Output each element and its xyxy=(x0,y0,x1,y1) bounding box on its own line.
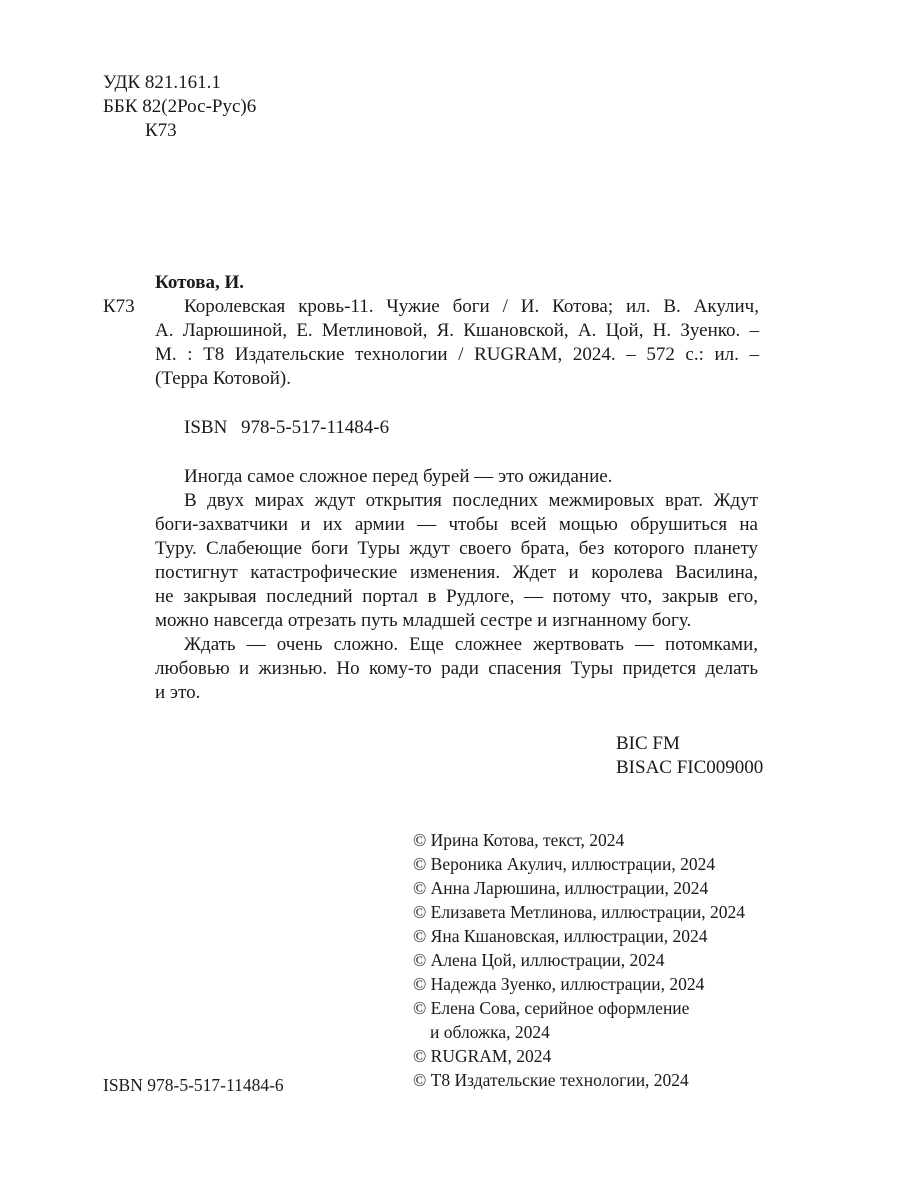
copyright-line: © Елена Сова, серийное оформление xyxy=(413,998,690,1018)
annotation xyxy=(155,465,758,705)
copyright-line: © Ирина Котова, текст, 2024 xyxy=(413,830,625,850)
isbn-footer: ISBN 978-5-517-11484-6 xyxy=(103,1075,284,1095)
annotation-line: Туру. Слабеющие боги Туры ждут своего брата, без которого планету xyxy=(155,538,758,559)
copyright-line: © Вероника Акулич, иллюстрации, 2024 xyxy=(413,854,716,874)
bib-line: А. Ларюшиной, Е. Метлиновой, Я. Кшановской, А. Цой, Н. Зуенко. – xyxy=(155,320,759,341)
annotation-line: боги-захватчики и их армии — чтобы всей мощью обрушиться на xyxy=(155,514,758,535)
isbn-label: ISBN xyxy=(184,417,228,438)
annotation-line: Иногда самое сложное перед бурей — это ожидание. xyxy=(184,466,613,487)
annotation-line: не закрывая последний портал в Рудлоге, — потому что, закрыв его, xyxy=(155,586,758,607)
bic-code: BIC FM xyxy=(616,733,680,754)
copyright-line: © Яна Кшановская, иллюстрации, 2024 xyxy=(413,926,708,946)
bib-line: (Терра Котовой). xyxy=(155,368,291,389)
copyright-line: © Т8 Издательские технологии, 2024 xyxy=(413,1070,689,1090)
copyright-line: © Елизавета Метлинова, иллюстрации, 2024 xyxy=(413,902,746,922)
copyright-line: и обложка, 2024 xyxy=(430,1022,550,1042)
author-heading: Котова, И. xyxy=(155,272,244,293)
copyright-line: © RUGRAM, 2024 xyxy=(413,1046,552,1066)
copyright-line: © Анна Ларюшина, иллюстрации, 2024 xyxy=(413,878,709,898)
isbn-value: 978-5-517-11484-6 xyxy=(241,417,390,438)
copyright-line: © Алена Цой, иллюстрации, 2024 xyxy=(413,950,665,970)
bibliographic-description xyxy=(155,295,759,391)
annotation-line: и это. xyxy=(155,682,201,703)
copyright-block xyxy=(413,828,745,1092)
bib-line: Королевская кровь-11. Чужие боги / И. Котова; ил. В. Акулич, xyxy=(184,296,759,317)
bib-line: М. : Т8 Издательские технологии / RUGRAM, 2024. – 572 с.: ил. – xyxy=(155,344,759,365)
author-mark-top: К73 xyxy=(145,120,177,141)
bbk-code: ББК 82(2Рос-Рус)6 xyxy=(103,96,257,117)
author-mark-record: К73 xyxy=(103,296,135,317)
annotation-line: В двух мирах ждут открытия последних межмировых врат. Ждут xyxy=(184,490,758,511)
copyright-line: © Надежда Зуенко, иллюстрации, 2024 xyxy=(413,974,705,994)
annotation-line: можно навсегда отрезать путь младшей сестре и изгнанному богу. xyxy=(155,610,692,631)
udk-code: УДК 821.161.1 xyxy=(103,72,221,93)
annotation-line: любовью и жизнью. Но кому-то ради спасения Туры придется делать xyxy=(155,658,758,679)
annotation-line: постигнут катастрофические изменения. Ждет и королева Василина, xyxy=(155,562,758,583)
annotation-line: Ждать — очень сложно. Еще сложнее жертвовать — потомками, xyxy=(184,634,758,655)
bisac-code: BISAC FIC009000 xyxy=(616,757,764,778)
